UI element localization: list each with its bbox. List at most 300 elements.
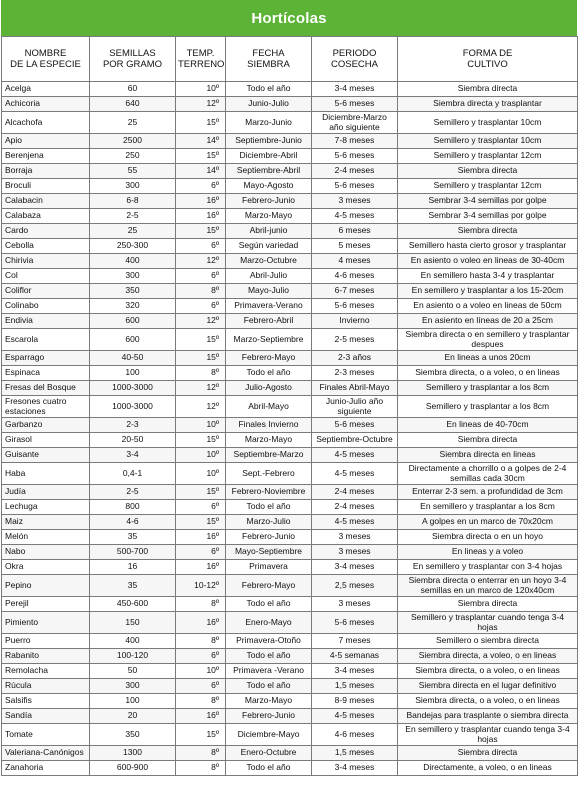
cell-forma: Semillero y trasplantar 12cm bbox=[398, 179, 578, 194]
cell-especie: Pepino bbox=[2, 575, 90, 597]
cell-periodo: 4-5 meses bbox=[312, 709, 398, 724]
cell-periodo: 5-6 meses bbox=[312, 149, 398, 164]
cell-especie: Tomate bbox=[2, 724, 90, 746]
cell-periodo: Finales Abril-Mayo bbox=[312, 381, 398, 396]
cell-semillas: 350 bbox=[90, 284, 176, 299]
cell-temp: 16º bbox=[176, 194, 226, 209]
cell-temp: 14º bbox=[176, 134, 226, 149]
cell-semillas: 25 bbox=[90, 112, 176, 134]
cell-periodo: 2-5 meses bbox=[312, 329, 398, 351]
cell-semillas: 3-4 bbox=[90, 448, 176, 463]
cell-semillas: 2-5 bbox=[90, 485, 176, 500]
cell-periodo: 3 meses bbox=[312, 597, 398, 612]
cell-especie: Maiz bbox=[2, 515, 90, 530]
cell-fecha: Todo el año bbox=[226, 366, 312, 381]
cell-semillas: 2500 bbox=[90, 134, 176, 149]
cell-temp: 8º bbox=[176, 694, 226, 709]
cell-forma: Siembra directa bbox=[398, 597, 578, 612]
cell-periodo: 4-5 meses bbox=[312, 448, 398, 463]
cell-temp: 15º bbox=[176, 149, 226, 164]
cell-fecha: Abril-Julio bbox=[226, 269, 312, 284]
cell-temp: 15º bbox=[176, 329, 226, 351]
cell-fecha: Diciembre-Mayo bbox=[226, 724, 312, 746]
cell-semillas: 4-6 bbox=[90, 515, 176, 530]
cell-especie: Remolacha bbox=[2, 664, 90, 679]
cell-periodo: 4-5 meses bbox=[312, 209, 398, 224]
cell-forma: Semillero y trasplantar 12cm bbox=[398, 149, 578, 164]
table-row bbox=[2, 351, 578, 366]
table-row bbox=[2, 284, 578, 299]
cell-especie: Achicoria bbox=[2, 97, 90, 112]
cell-periodo: 3-4 meses bbox=[312, 664, 398, 679]
cell-fecha: Según variedad bbox=[226, 239, 312, 254]
cell-especie: Cebolla bbox=[2, 239, 90, 254]
cell-especie: Esparrago bbox=[2, 351, 90, 366]
cell-forma: Sembrar 3-4 semillas por golpe bbox=[398, 194, 578, 209]
cell-periodo: 5-6 meses bbox=[312, 97, 398, 112]
cell-fecha: Marzo-Julio bbox=[226, 515, 312, 530]
cell-semillas: 300 bbox=[90, 269, 176, 284]
header-periodo: PERIODO COSECHA bbox=[312, 37, 398, 82]
cell-temp: 8º bbox=[176, 634, 226, 649]
cell-forma: Semillero y trasplantar a los 8cm bbox=[398, 381, 578, 396]
cell-semillas: 250-300 bbox=[90, 239, 176, 254]
cell-periodo: 7-8 meses bbox=[312, 134, 398, 149]
cell-periodo: Junio-Julio año siguiente bbox=[312, 396, 398, 418]
cell-fecha: Marzo-Mayo bbox=[226, 433, 312, 448]
table-row bbox=[2, 761, 578, 776]
cell-forma: Siembra directa y trasplantar bbox=[398, 97, 578, 112]
cell-forma: Siembra directa bbox=[398, 746, 578, 761]
cell-fecha: Julio-Agosto bbox=[226, 381, 312, 396]
cell-temp: 10-12º bbox=[176, 575, 226, 597]
cell-temp: 6º bbox=[176, 500, 226, 515]
table-row bbox=[2, 149, 578, 164]
cell-periodo: 2-4 meses bbox=[312, 500, 398, 515]
table-row bbox=[2, 269, 578, 284]
cell-semillas: 250 bbox=[90, 149, 176, 164]
cell-semillas: 40-50 bbox=[90, 351, 176, 366]
table-row bbox=[2, 545, 578, 560]
cell-especie: Acelga bbox=[2, 82, 90, 97]
header-fecha: FECHA SIEMBRA bbox=[226, 37, 312, 82]
cell-fecha: Sept.-Febrero bbox=[226, 463, 312, 485]
cell-semillas: 800 bbox=[90, 500, 176, 515]
cell-especie: Pimiento bbox=[2, 612, 90, 634]
cell-temp: 12º bbox=[176, 381, 226, 396]
table-row bbox=[2, 746, 578, 761]
cell-fecha: Todo el año bbox=[226, 597, 312, 612]
cell-fecha: Septiembre-Junio bbox=[226, 134, 312, 149]
cell-temp: 8º bbox=[176, 746, 226, 761]
cell-semillas: 50 bbox=[90, 664, 176, 679]
cell-fecha: Primavera-Otoño bbox=[226, 634, 312, 649]
cell-fecha: Enero-Mayo bbox=[226, 612, 312, 634]
cell-forma: Directamente, a voleo, o en lineas bbox=[398, 761, 578, 776]
table-row bbox=[2, 134, 578, 149]
cell-semillas: 2-5 bbox=[90, 209, 176, 224]
cell-forma: Bandejas para trasplante o siembra directa bbox=[398, 709, 578, 724]
cell-temp: 10º bbox=[176, 448, 226, 463]
cell-semillas: 450-600 bbox=[90, 597, 176, 612]
header-row bbox=[2, 37, 578, 82]
cell-forma: Semillero y trasplantar cuando tenga 3-4 hojas bbox=[398, 612, 578, 634]
table-row bbox=[2, 560, 578, 575]
cell-semillas: 55 bbox=[90, 164, 176, 179]
cell-temp: 12º bbox=[176, 314, 226, 329]
cell-semillas: 300 bbox=[90, 179, 176, 194]
table-row bbox=[2, 164, 578, 179]
table-row bbox=[2, 433, 578, 448]
cell-fecha: Todo el año bbox=[226, 82, 312, 97]
cell-temp: 6º bbox=[176, 179, 226, 194]
cell-especie: Colinabo bbox=[2, 299, 90, 314]
cell-semillas: 0,4-1 bbox=[90, 463, 176, 485]
cell-temp: 14º bbox=[176, 164, 226, 179]
cell-fecha: Septiembre-Marzo bbox=[226, 448, 312, 463]
cell-semillas: 25 bbox=[90, 224, 176, 239]
cell-temp: 6º bbox=[176, 679, 226, 694]
cell-especie: Alcachofa bbox=[2, 112, 90, 134]
cell-periodo: 3-4 meses bbox=[312, 82, 398, 97]
cell-fecha: Primavera -Verano bbox=[226, 664, 312, 679]
cell-periodo: 4-6 meses bbox=[312, 269, 398, 284]
header-temp: TEMP. TERRENO bbox=[176, 37, 226, 82]
table-row bbox=[2, 612, 578, 634]
cell-periodo: 4-6 meses bbox=[312, 724, 398, 746]
table-row bbox=[2, 97, 578, 112]
cell-forma: En asiento o voleo en lineas de 30-40cm bbox=[398, 254, 578, 269]
cell-temp: 12º bbox=[176, 97, 226, 112]
cell-periodo: 3 meses bbox=[312, 530, 398, 545]
cell-fecha: Mayo-Septiembre bbox=[226, 545, 312, 560]
cell-forma: Semillero y trasplantar 10cm bbox=[398, 134, 578, 149]
cell-periodo: 3 meses bbox=[312, 194, 398, 209]
cell-fecha: Finales Invierno bbox=[226, 418, 312, 433]
table-row bbox=[2, 463, 578, 485]
cell-periodo: Septiembre-Octubre bbox=[312, 433, 398, 448]
cell-forma: En semillero y trasplantar con 3-4 hojas bbox=[398, 560, 578, 575]
cell-forma: Siembra directa, o a voleo, o en lineas bbox=[398, 366, 578, 381]
cell-fecha: Todo el año bbox=[226, 649, 312, 664]
document bbox=[1, 0, 577, 776]
cell-periodo: 4-5 meses bbox=[312, 515, 398, 530]
cell-fecha: Marzo-Octubre bbox=[226, 254, 312, 269]
cell-temp: 6º bbox=[176, 545, 226, 560]
cell-semillas: 600 bbox=[90, 329, 176, 351]
cell-temp: 12º bbox=[176, 396, 226, 418]
table-row bbox=[2, 597, 578, 612]
cell-semillas: 400 bbox=[90, 254, 176, 269]
cell-fecha: Diciembre-Abril bbox=[226, 149, 312, 164]
table-row bbox=[2, 575, 578, 597]
cell-temp: 8º bbox=[176, 761, 226, 776]
cell-fecha: Febrero-Junio bbox=[226, 709, 312, 724]
cell-forma: En semillero hasta 3-4 y trasplantar bbox=[398, 269, 578, 284]
table-row bbox=[2, 179, 578, 194]
cell-especie: Broculi bbox=[2, 179, 90, 194]
table-row bbox=[2, 396, 578, 418]
cell-especie: Espinaca bbox=[2, 366, 90, 381]
table-row bbox=[2, 485, 578, 500]
cell-temp: 8º bbox=[176, 366, 226, 381]
cell-temp: 15º bbox=[176, 515, 226, 530]
cell-semillas: 100-120 bbox=[90, 649, 176, 664]
cell-especie: Melón bbox=[2, 530, 90, 545]
cell-forma: Siembra directa bbox=[398, 82, 578, 97]
cell-especie: Perejil bbox=[2, 597, 90, 612]
cell-temp: 15º bbox=[176, 224, 226, 239]
cell-forma: Siembra directa bbox=[398, 224, 578, 239]
table-row bbox=[2, 299, 578, 314]
cell-temp: 15º bbox=[176, 112, 226, 134]
table-row bbox=[2, 82, 578, 97]
cell-semillas: 500-700 bbox=[90, 545, 176, 560]
cell-forma: En lineas de 40-70cm bbox=[398, 418, 578, 433]
cell-periodo: 2-3 años bbox=[312, 351, 398, 366]
cell-semillas: 6-8 bbox=[90, 194, 176, 209]
cell-fecha: Mayo-Julio bbox=[226, 284, 312, 299]
cell-semillas: 300 bbox=[90, 679, 176, 694]
cell-especie: Puerro bbox=[2, 634, 90, 649]
cell-periodo: 5-6 meses bbox=[312, 418, 398, 433]
cell-periodo: 3 meses bbox=[312, 545, 398, 560]
cell-periodo: 2,5 meses bbox=[312, 575, 398, 597]
cell-especie: Rúcula bbox=[2, 679, 90, 694]
cell-forma: Siembra directa, o a voleo, o en lineas bbox=[398, 664, 578, 679]
cell-forma: Siembra directa bbox=[398, 164, 578, 179]
cell-periodo: 2-4 meses bbox=[312, 485, 398, 500]
cell-especie: Garbanzo bbox=[2, 418, 90, 433]
cell-especie: Borraja bbox=[2, 164, 90, 179]
cell-semillas: 2-3 bbox=[90, 418, 176, 433]
cell-periodo: 1,5 meses bbox=[312, 679, 398, 694]
header-forma: FORMA DE CULTIVO bbox=[398, 37, 578, 82]
cell-fecha: Primavera bbox=[226, 560, 312, 575]
table-row bbox=[2, 694, 578, 709]
table-row bbox=[2, 209, 578, 224]
cell-especie: Fresas del Bosque bbox=[2, 381, 90, 396]
cell-forma: En semillero y trasplantar a los 8cm bbox=[398, 500, 578, 515]
table-row bbox=[2, 329, 578, 351]
cell-semillas: 20 bbox=[90, 709, 176, 724]
cell-fecha: Junio-Julio bbox=[226, 97, 312, 112]
cell-fecha: Marzo-Junio bbox=[226, 112, 312, 134]
cell-periodo: Invierno bbox=[312, 314, 398, 329]
table-row bbox=[2, 224, 578, 239]
cell-forma: A golpes en un marco de 70x20cm bbox=[398, 515, 578, 530]
cell-fecha: Marzo-Septiembre bbox=[226, 329, 312, 351]
cell-forma: En semillero y trasplantar a los 15-20cm bbox=[398, 284, 578, 299]
cell-periodo: 7 meses bbox=[312, 634, 398, 649]
table-row bbox=[2, 500, 578, 515]
table-row bbox=[2, 649, 578, 664]
cell-temp: 10º bbox=[176, 664, 226, 679]
cell-temp: 6º bbox=[176, 269, 226, 284]
cell-especie: Apio bbox=[2, 134, 90, 149]
cell-semillas: 100 bbox=[90, 694, 176, 709]
cell-fecha: Todo el año bbox=[226, 679, 312, 694]
table-row bbox=[2, 634, 578, 649]
cell-semillas: 60 bbox=[90, 82, 176, 97]
table-row bbox=[2, 112, 578, 134]
cell-forma: Siembra directa o en un hoyo bbox=[398, 530, 578, 545]
cell-fecha: Febrero-Mayo bbox=[226, 575, 312, 597]
table-row bbox=[2, 709, 578, 724]
table-row bbox=[2, 530, 578, 545]
cell-especie: Girasol bbox=[2, 433, 90, 448]
cell-forma: En lineas y a voleo bbox=[398, 545, 578, 560]
cell-semillas: 640 bbox=[90, 97, 176, 112]
cell-especie: Chirivia bbox=[2, 254, 90, 269]
cell-temp: 10º bbox=[176, 463, 226, 485]
cell-forma: Siembra directa o en semillero y trasplantar despues bbox=[398, 329, 578, 351]
cell-fecha: Febrero-Abril bbox=[226, 314, 312, 329]
cell-forma: Semillero y trasplantar 10cm bbox=[398, 112, 578, 134]
cell-temp: 15º bbox=[176, 485, 226, 500]
cell-temp: 6º bbox=[176, 649, 226, 664]
cell-periodo: 5-6 meses bbox=[312, 299, 398, 314]
cell-temp: 16º bbox=[176, 560, 226, 575]
cell-temp: 16º bbox=[176, 209, 226, 224]
cell-especie: Rabanito bbox=[2, 649, 90, 664]
cell-especie: Haba bbox=[2, 463, 90, 485]
cell-forma: Directamente a chorrillo o a golpes de 2-4 semillas cada 30cm bbox=[398, 463, 578, 485]
cell-fecha: Febrero-Mayo bbox=[226, 351, 312, 366]
cell-forma: Siembra directa en lineas bbox=[398, 448, 578, 463]
cell-especie: Cardo bbox=[2, 224, 90, 239]
cell-periodo: 1,5 meses bbox=[312, 746, 398, 761]
cell-periodo: 6 meses bbox=[312, 224, 398, 239]
cell-semillas: 20-50 bbox=[90, 433, 176, 448]
table-title: Hortícolas bbox=[1, 0, 577, 36]
cell-especie: Calabacin bbox=[2, 194, 90, 209]
cell-temp: 8º bbox=[176, 597, 226, 612]
cell-forma: Semillero o siembra directa bbox=[398, 634, 578, 649]
cell-forma: Semillero y trasplantar a los 8cm bbox=[398, 396, 578, 418]
cell-fecha: Febrero-Junio bbox=[226, 194, 312, 209]
cell-periodo: 3-4 meses bbox=[312, 761, 398, 776]
cell-semillas: 600-900 bbox=[90, 761, 176, 776]
cell-fecha: Abril-junio bbox=[226, 224, 312, 239]
cell-especie: Guisante bbox=[2, 448, 90, 463]
table-row bbox=[2, 381, 578, 396]
cell-fecha: Septiembre-Abril bbox=[226, 164, 312, 179]
cell-forma: En asiento o a voleo en lineas de 50cm bbox=[398, 299, 578, 314]
cell-forma: Semillero hasta cierto grosor y trasplantar bbox=[398, 239, 578, 254]
cell-especie: Zanahoria bbox=[2, 761, 90, 776]
cell-forma: En lineas a unos 20cm bbox=[398, 351, 578, 366]
cell-periodo: 5 meses bbox=[312, 239, 398, 254]
cell-semillas: 35 bbox=[90, 530, 176, 545]
horticolas-table bbox=[1, 36, 578, 776]
cell-especie: Salsifis bbox=[2, 694, 90, 709]
cell-especie: Coliflor bbox=[2, 284, 90, 299]
table-row bbox=[2, 448, 578, 463]
cell-semillas: 600 bbox=[90, 314, 176, 329]
cell-forma: Sembrar 3-4 semillas por golpe bbox=[398, 209, 578, 224]
cell-periodo: 2-3 meses bbox=[312, 366, 398, 381]
cell-forma: Siembra directa o enterrar en un hoyo 3-4 semillas en un marco de 120x40cm bbox=[398, 575, 578, 597]
cell-forma: Enterrar 2-3 sem. a profundidad de 3cm bbox=[398, 485, 578, 500]
table-body bbox=[2, 82, 578, 776]
cell-periodo: 4-5 meses bbox=[312, 463, 398, 485]
cell-periodo: 4 meses bbox=[312, 254, 398, 269]
cell-temp: 10º bbox=[176, 82, 226, 97]
cell-temp: 16º bbox=[176, 530, 226, 545]
cell-especie: Judía bbox=[2, 485, 90, 500]
cell-temp: 6º bbox=[176, 239, 226, 254]
cell-temp: 6º bbox=[176, 299, 226, 314]
cell-semillas: 1000-3000 bbox=[90, 396, 176, 418]
cell-especie: Lechuga bbox=[2, 500, 90, 515]
table-row bbox=[2, 724, 578, 746]
table-row bbox=[2, 679, 578, 694]
header-especie: NOMBRE DE LA ESPECIE bbox=[2, 37, 90, 82]
cell-semillas: 1300 bbox=[90, 746, 176, 761]
table-row bbox=[2, 366, 578, 381]
cell-fecha: Marzo-Mayo bbox=[226, 694, 312, 709]
cell-forma: Siembra directa, a voleo, o en lineas bbox=[398, 649, 578, 664]
cell-temp: 16º bbox=[176, 612, 226, 634]
cell-temp: 16º bbox=[176, 709, 226, 724]
cell-temp: 15º bbox=[176, 724, 226, 746]
cell-fecha: Abril-Mayo bbox=[226, 396, 312, 418]
cell-semillas: 400 bbox=[90, 634, 176, 649]
table-row bbox=[2, 254, 578, 269]
cell-forma: En asiento en líneas de 20 a 25cm bbox=[398, 314, 578, 329]
cell-forma: En semillero y trasplantar cuando tenga 3-4 hojas bbox=[398, 724, 578, 746]
cell-semillas: 35 bbox=[90, 575, 176, 597]
cell-especie: Col bbox=[2, 269, 90, 284]
cell-temp: 8º bbox=[176, 284, 226, 299]
cell-semillas: 320 bbox=[90, 299, 176, 314]
cell-temp: 10º bbox=[176, 418, 226, 433]
cell-periodo: 5-6 meses bbox=[312, 179, 398, 194]
cell-semillas: 16 bbox=[90, 560, 176, 575]
table-row bbox=[2, 664, 578, 679]
cell-fecha: Todo el año bbox=[226, 761, 312, 776]
cell-especie: Calabaza bbox=[2, 209, 90, 224]
cell-forma: Siembra directa bbox=[398, 433, 578, 448]
table-row bbox=[2, 418, 578, 433]
cell-periodo: 8-9 meses bbox=[312, 694, 398, 709]
cell-fecha: Febrero-Junio bbox=[226, 530, 312, 545]
cell-temp: 12º bbox=[176, 254, 226, 269]
cell-especie: Escarola bbox=[2, 329, 90, 351]
cell-periodo: Diciembre-Marzo año siguiente bbox=[312, 112, 398, 134]
cell-especie: Berenjena bbox=[2, 149, 90, 164]
cell-especie: Okra bbox=[2, 560, 90, 575]
cell-semillas: 350 bbox=[90, 724, 176, 746]
cell-especie: Endivia bbox=[2, 314, 90, 329]
table-row bbox=[2, 314, 578, 329]
cell-forma: Siembra directa, o a voleo, o en lineas bbox=[398, 694, 578, 709]
cell-especie: Sandía bbox=[2, 709, 90, 724]
table-row bbox=[2, 515, 578, 530]
cell-forma: Siembra directa en el lugar definitivo bbox=[398, 679, 578, 694]
cell-fecha: Marzo-Mayo bbox=[226, 209, 312, 224]
cell-periodo: 4-5 semanas bbox=[312, 649, 398, 664]
cell-especie: Fresones cuatro estaciones bbox=[2, 396, 90, 418]
cell-especie: Valeriana-Canónigos bbox=[2, 746, 90, 761]
cell-periodo: 2-4 meses bbox=[312, 164, 398, 179]
cell-periodo: 6-7 meses bbox=[312, 284, 398, 299]
cell-fecha: Febrero-Noviembre bbox=[226, 485, 312, 500]
cell-semillas: 150 bbox=[90, 612, 176, 634]
cell-especie: Nabo bbox=[2, 545, 90, 560]
cell-semillas: 100 bbox=[90, 366, 176, 381]
